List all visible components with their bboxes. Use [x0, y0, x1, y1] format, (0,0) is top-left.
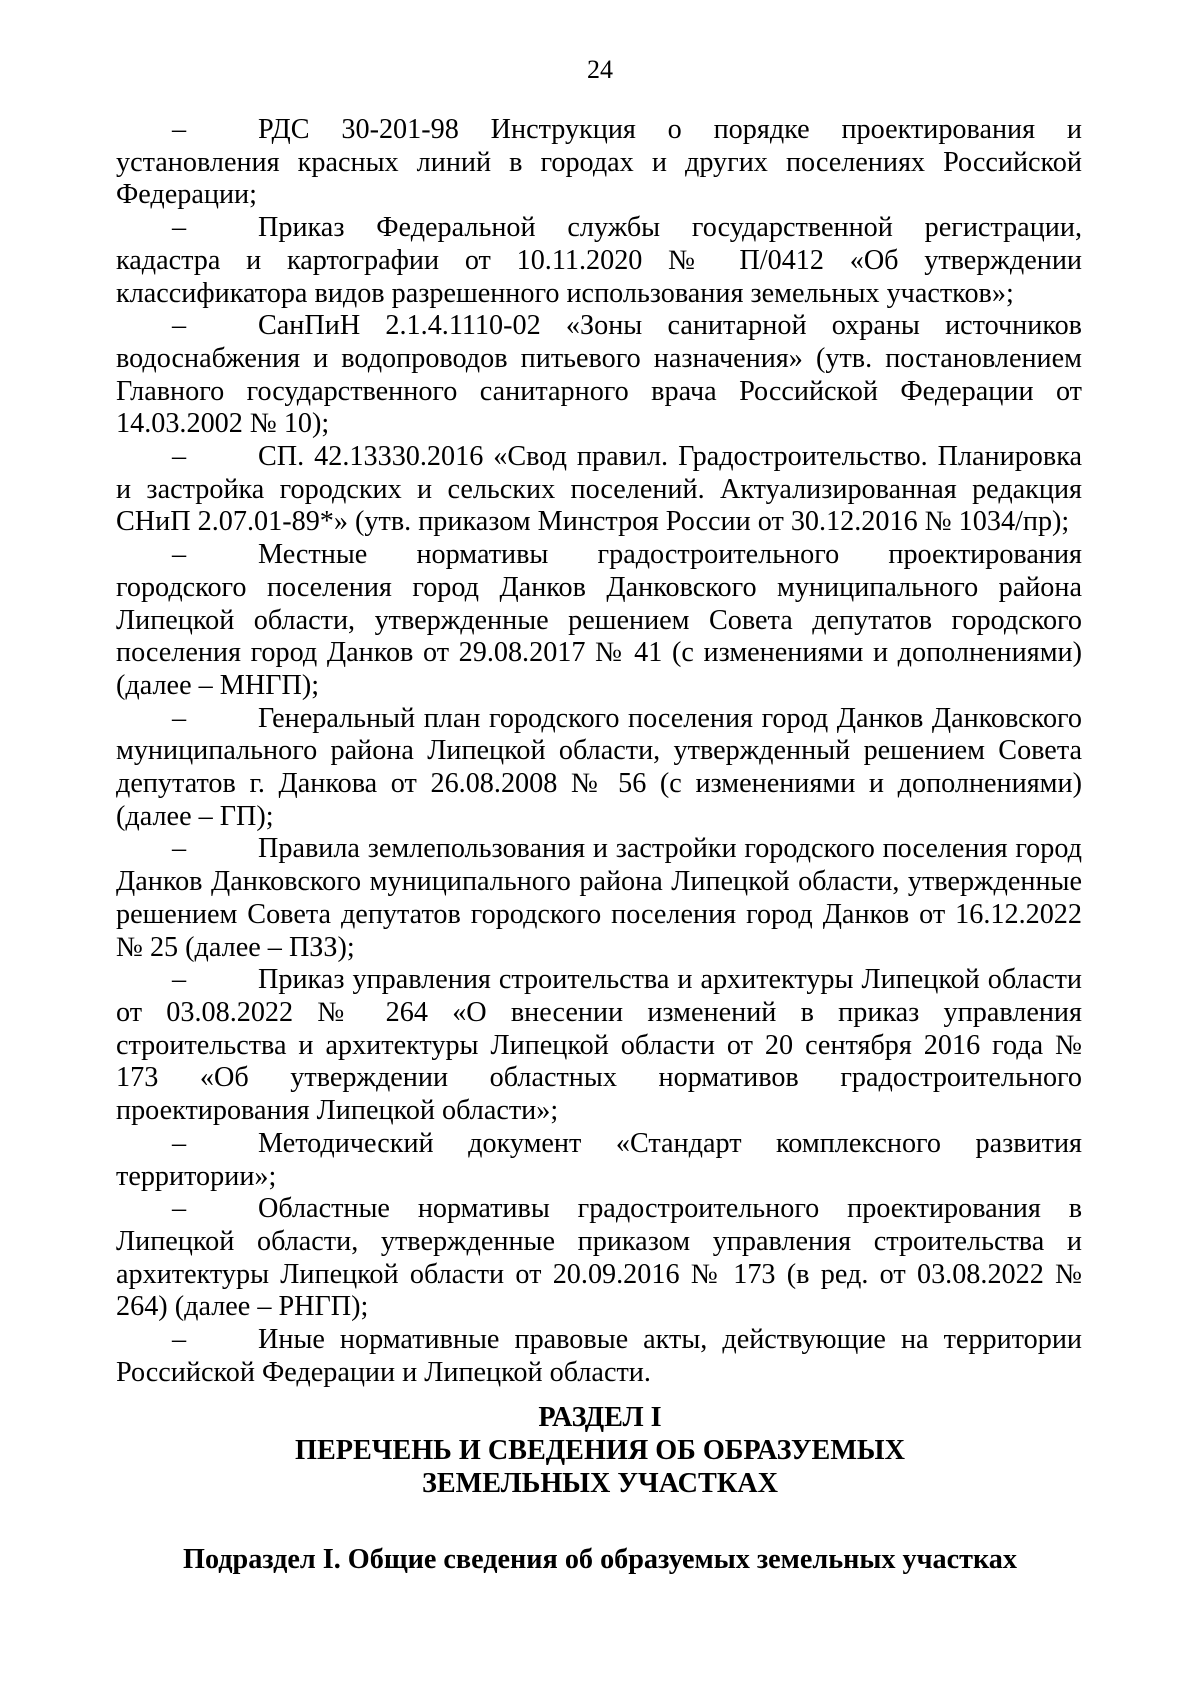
list-dash: –	[172, 833, 187, 865]
list-item-text: Приказ управления строительства и архитектуры Липецкой области от 03.08.2022 № 264 «О внесении изменений в приказ управления строительства и архитектуры Липецкой области от 20 сентября 2016 года № 173 «Об утверждении областных нормативов градостроительного проектирования Липецкой области»;	[116, 964, 1082, 1127]
page-number: 24	[587, 55, 613, 84]
list-item	[116, 441, 1082, 539]
list-item-text: РДС 30-201-98 Инструкция о порядке проектирования и установления красных линий в городах и других поселениях Российской Федерации;	[116, 114, 1082, 211]
list-item	[116, 310, 1082, 441]
list-item	[116, 964, 1082, 1128]
list-item-text: СП. 42.13330.2016 «Свод правил. Градостроительство. Планировка и застройка городских и сельских поселений. Актуализированная редакция СНиП 2.07.01-89*» (утв. приказом Минстроя России от 30.12.2016 № 1034/пр);	[116, 441, 1082, 538]
section-title-line: РАЗДЕЛ I	[538, 1402, 662, 1433]
list-item-text: Иные нормативные правовые акты, действующие на территории Российской Федерации и Липецкой области.	[116, 1324, 1082, 1388]
list-item	[116, 212, 1082, 310]
list-dash: –	[172, 702, 187, 734]
section-title-line: ЗЕМЕЛЬНЫХ УЧАСТКАХ	[422, 1468, 778, 1499]
list-item-text: Местные нормативы градостроительного проектирования городского поселения город Данков Данковского муниципального района Липецкой области, утвержденные решением Совета депутатов городского поселения город Данков от 29.08.2017 № 41 (с изменениями и дополнениями) (далее – МНГП);	[116, 539, 1082, 701]
subsection-heading: Подраздел I. Общие сведения об образуемых земельных участках	[183, 1544, 1017, 1575]
list-dash: –	[172, 1193, 187, 1225]
list-item	[116, 114, 1082, 212]
list-item-text: Областные нормативы градостроительного проектирования в Липецкой области, утвержденные приказом управления строительства и архитектуры Липецкой области от 20.09.2016 № 173 (в ред. от 03.08.2022 № 264) (далее – РНГП);	[116, 1193, 1082, 1323]
list-item-text: Методический документ «Стандарт комплексного развития территории»;	[116, 1127, 1082, 1192]
list-item-text: Правила землепользования и застройки городского поселения город Данков Данковского муниципального района Липецкой области, утвержденные решением Совета депутатов городского поселения город Данков от 16.12.2022 № 25 (далее – ПЗЗ);	[116, 833, 1082, 963]
list-item	[116, 833, 1082, 964]
list-item	[116, 539, 1082, 703]
list-item-text: Приказ Федеральной службы государственной регистрации, кадастра и картографии от 10.11.2020 № П/0412 «Об утверждении классификатора видов разрешенного использования земельных участков»;	[116, 212, 1082, 309]
list-item-text: Генеральный план городского поселения город Данков Данковского муниципального района Липецкой области, утвержденный решением Совета депутатов г. Данкова от 26.08.2008 № 56 (с изменениями и дополнениями) (далее – ГП);	[116, 702, 1082, 832]
list-dash: –	[172, 539, 187, 571]
section-title-line: ПЕРЕЧЕНЬ И СВЕДЕНИЯ ОБ ОБРАЗУЕМЫХ	[295, 1435, 905, 1466]
section-heading	[0, 1401, 1200, 1500]
list-item-text: СанПиН 2.1.4.1110-02 «Зоны санитарной охраны источников водоснабжения и водопроводов питьевого назначения» (утв. постановлением Главного государственного санитарного врача Российской Федерации от 14.03.2002 № 10);	[116, 310, 1082, 440]
list-dash: –	[172, 310, 187, 342]
list-dash: –	[172, 114, 187, 145]
list-item	[116, 703, 1082, 834]
list-dash: –	[172, 1127, 187, 1159]
list-item	[116, 1193, 1082, 1324]
list-dash: –	[172, 1324, 187, 1356]
list-item	[116, 1324, 1082, 1389]
list-item	[116, 1128, 1082, 1193]
list-dash: –	[172, 441, 187, 473]
list-dash: –	[172, 964, 187, 996]
list-dash: –	[172, 212, 187, 244]
normative-acts-list	[116, 114, 1082, 1389]
